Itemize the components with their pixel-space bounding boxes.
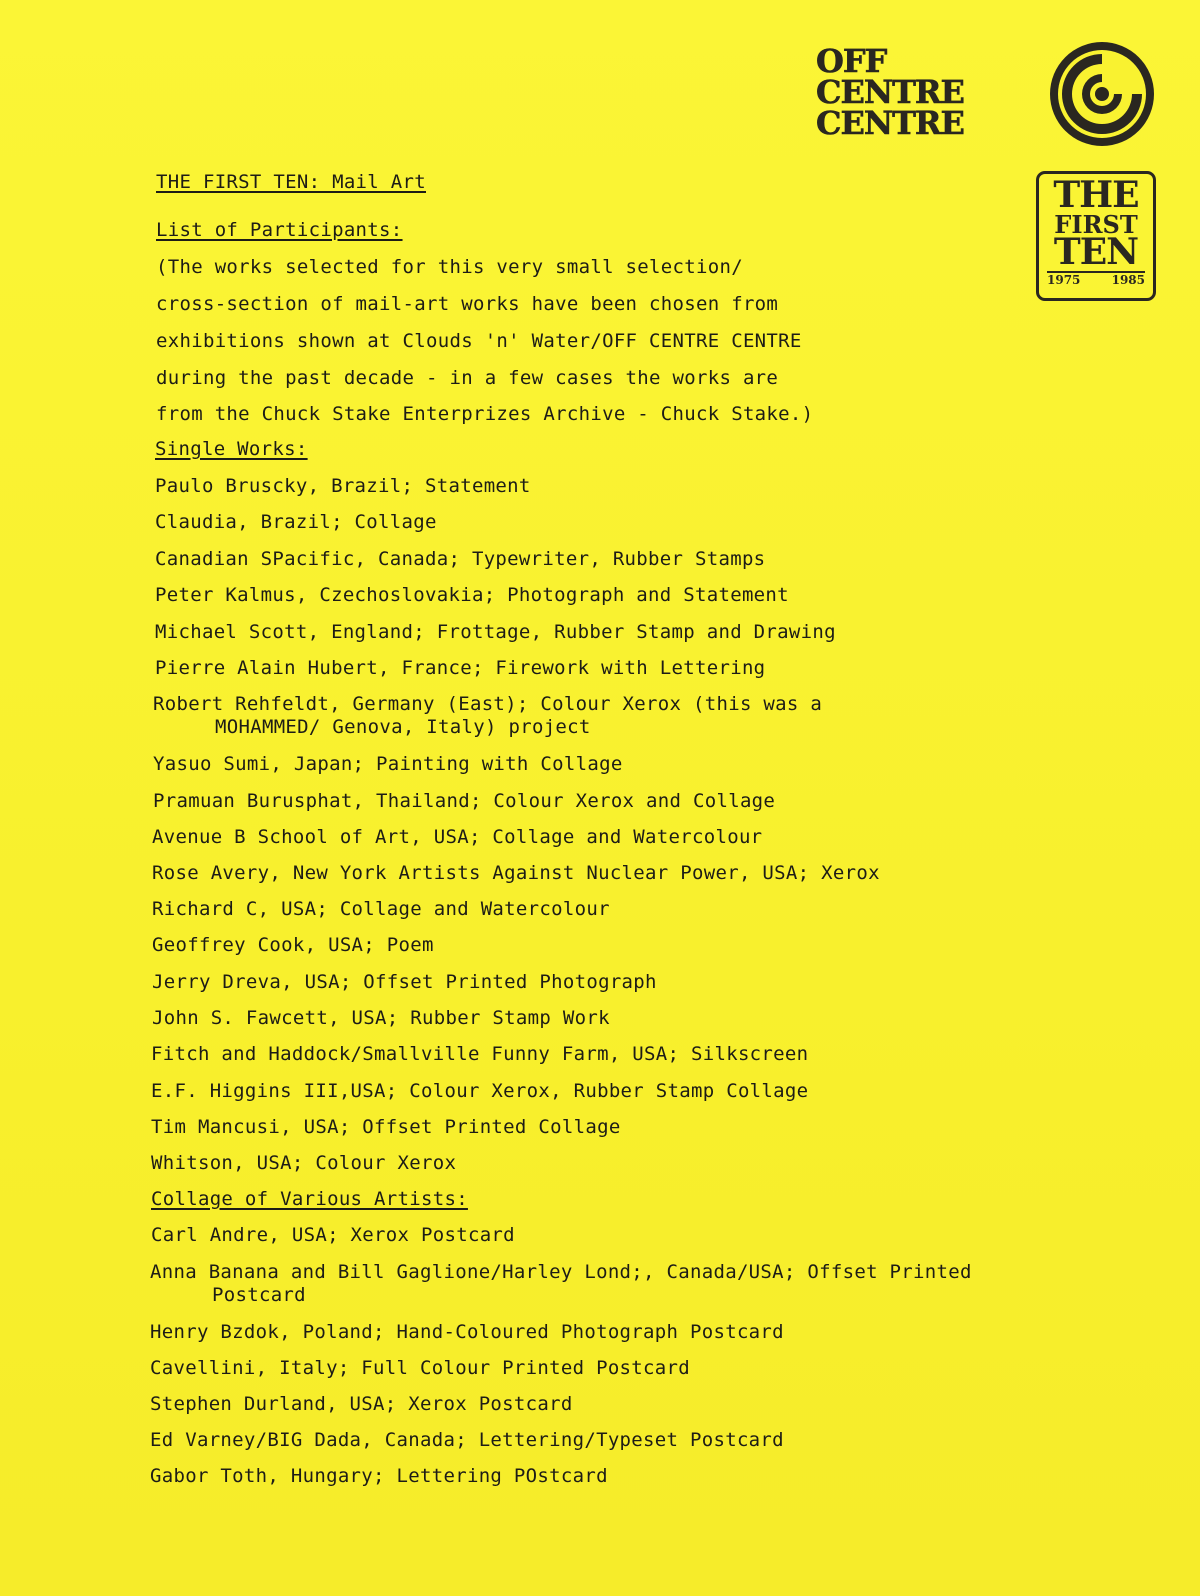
list-item: Gabor Toth, Hungary; Lettering POstcard xyxy=(150,1465,608,1487)
list-item: E.F. Higgins III,USA; Colour Xerox, Rubber Stamp Collage xyxy=(151,1080,809,1102)
badge-line: FIRST xyxy=(1054,210,1138,239)
badge-line: TEN xyxy=(1053,231,1139,273)
intro-line: during the past decade - in a few cases the works are xyxy=(156,367,779,389)
list-item-continuation: MOHAMMED/ Genova, Italy) project xyxy=(215,716,591,738)
logo-line: OFF xyxy=(816,42,887,80)
concentric-circles-logo-icon xyxy=(1046,38,1158,150)
list-item: Fitch and Haddock/Smallville Funny Farm, USA; Silkscreen xyxy=(151,1043,809,1065)
list-item: Pierre Alain Hubert, France; Firework with Lettering xyxy=(155,657,766,679)
logo-line: CENTRE xyxy=(816,104,964,142)
list-item: Canadian SPacific, Canada; Typewriter, Rubber Stamps xyxy=(155,548,766,570)
badge-year-start: 1975 xyxy=(1047,273,1081,287)
list-item: Carl Andre, USA; Xerox Postcard xyxy=(151,1224,515,1246)
list-item: Whitson, USA; Colour Xerox xyxy=(151,1152,457,1174)
list-item: Anna Banana and Bill Gaglione/Harley Lond;, Canada/USA; Offset Printed xyxy=(150,1261,972,1283)
list-item: John S. Fawcett, USA; Rubber Stamp Work xyxy=(152,1007,610,1029)
document-title: THE FIRST TEN: Mail Art xyxy=(156,171,426,193)
list-item: Ed Varney/BIG Dada, Canada; Lettering/Typeset Postcard xyxy=(150,1429,784,1451)
list-item: Avenue B School of Art, USA; Collage and Watercolour xyxy=(152,826,763,848)
list-item: Peter Kalmus, Czechoslovakia; Photograph and Statement xyxy=(155,584,789,606)
single-works-heading: Single Works: xyxy=(155,438,308,460)
logo-line: CENTRE xyxy=(816,73,964,111)
list-item: Robert Rehfeldt, Germany (East); Colour Xerox (this was a xyxy=(153,693,823,715)
list-item: Claudia, Brazil; Collage xyxy=(155,511,437,533)
badge-years xyxy=(1047,271,1145,287)
list-item: Rose Avery, New York Artists Against Nuclear Power, USA; Xerox xyxy=(152,862,880,884)
badge-line: THE xyxy=(1053,174,1139,216)
list-item: Michael Scott, England; Frottage, Rubber Stamp and Drawing xyxy=(155,621,836,643)
list-item-continuation: Postcard xyxy=(212,1284,306,1306)
badge-year-end: 1985 xyxy=(1111,273,1145,287)
intro-line: (The works selected for this very small selection/ xyxy=(156,256,743,278)
collage-heading: Collage of Various Artists: xyxy=(151,1188,468,1210)
list-item: Cavellini, Italy; Full Colour Printed Postcard xyxy=(150,1357,690,1379)
list-item: Tim Mancusi, USA; Offset Printed Collage xyxy=(151,1116,621,1138)
intro-line: cross-section of mail-art works have been chosen from xyxy=(156,293,779,315)
intro-line: from the Chuck Stake Enterprizes Archive - Chuck Stake.) xyxy=(156,403,814,425)
list-item: Pramuan Burusphat, Thailand; Colour Xerox and Collage xyxy=(153,790,776,812)
list-item: Richard C, USA; Collage and Watercolour xyxy=(152,898,610,920)
list-item: Henry Bzdok, Poland; Hand-Coloured Photograph Postcard xyxy=(150,1321,784,1343)
list-item: Paulo Bruscky, Brazil; Statement xyxy=(155,475,531,497)
list-item: Jerry Dreva, USA; Offset Printed Photograph xyxy=(152,971,657,993)
list-heading: List of Participants: xyxy=(156,219,403,241)
intro-line: exhibitions shown at Clouds 'n' Water/OFF CENTRE CENTRE xyxy=(156,330,802,352)
list-item: Yasuo Sumi, Japan; Painting with Collage xyxy=(153,753,623,775)
list-item: Stephen Durland, USA; Xerox Postcard xyxy=(150,1393,573,1415)
the-first-ten-badge xyxy=(1036,171,1156,301)
list-item: Geoffrey Cook, USA; Poem xyxy=(152,934,434,956)
off-centre-centre-logo xyxy=(816,42,964,142)
